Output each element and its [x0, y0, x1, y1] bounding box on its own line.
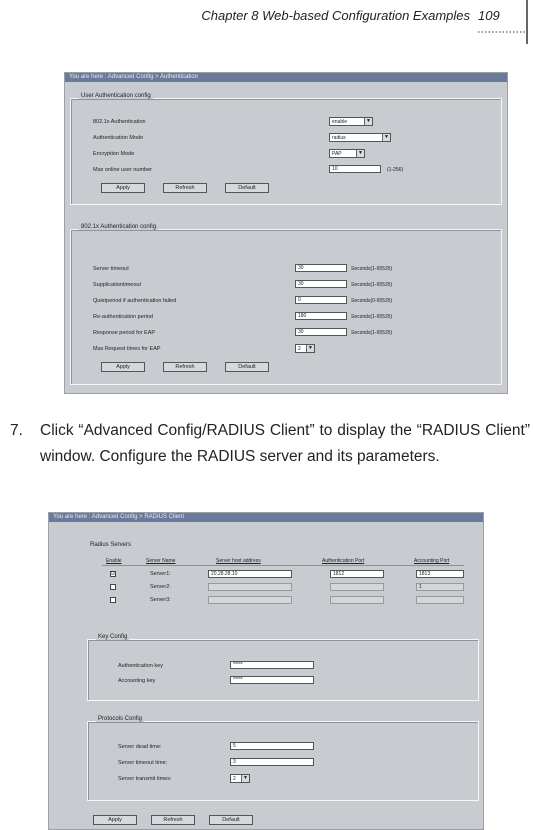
row-label: Authentication Mode: [93, 135, 144, 141]
chapter-title: Chapter 8 Web-based Configuration Examples: [201, 8, 470, 23]
acct-port-input[interactable]: 1813: [416, 570, 464, 578]
server-timeout-input[interactable]: 30: [295, 264, 347, 272]
max-request-select[interactable]: 2 ▼: [295, 344, 315, 353]
apply-button[interactable]: Apply: [93, 815, 137, 825]
step-number: 7.: [10, 422, 23, 439]
row-label: Max online user number: [93, 167, 153, 173]
default-button[interactable]: Default: [209, 815, 253, 825]
acct-key-input[interactable]: *****: [230, 676, 314, 684]
col-header-auth-port: Authentication Port: [322, 558, 365, 564]
max-online-input[interactable]: 10: [329, 165, 381, 173]
row-label: Supplicationtimeout: [93, 282, 142, 288]
enable-checkbox[interactable]: [110, 584, 116, 590]
range-hint: Seconds(1-65535): [351, 314, 393, 320]
server-name: Server2:: [150, 584, 171, 590]
breadcrumb-bar: You are here : Advanced Config > Authentication: [65, 73, 507, 82]
row-label: Quietperiod if authentication failed: [93, 298, 177, 304]
row-label: Server transmit times:: [118, 776, 172, 782]
row-label: Server dead time:: [118, 744, 162, 750]
col-header-enable: Enable: [106, 558, 122, 564]
chevron-down-icon: ▼: [306, 345, 314, 352]
auth-port-input[interactable]: [330, 596, 384, 604]
auth-port-input[interactable]: [330, 583, 384, 591]
timeout-time-input[interactable]: 3: [230, 758, 314, 766]
range-hint: (1-256): [387, 167, 404, 173]
radius-servers-group: [87, 542, 479, 627]
acct-port-input[interactable]: 1: [416, 583, 464, 591]
default-button[interactable]: Default: [225, 362, 269, 372]
row-label: Accounting key: [118, 678, 156, 684]
server-host-input[interactable]: 20.28.28.10: [208, 570, 292, 578]
chevron-down-icon: ▼: [356, 150, 364, 157]
corner-decoration: [470, 0, 530, 44]
range-hint: Seconds(0-65535): [351, 298, 393, 304]
group-title: Radius Servers: [90, 542, 132, 548]
auth-key-input[interactable]: *****: [230, 661, 314, 669]
chevron-down-icon: ▼: [382, 134, 390, 141]
group-title: User Authentication config: [81, 93, 151, 99]
col-header-host: Server host address: [216, 558, 261, 564]
row-label: Encryption Mode: [93, 151, 135, 157]
page-number: 109: [478, 8, 500, 23]
row-label: Max Request times for EAP: [93, 346, 161, 352]
row-label: 802.1x Authentication: [93, 119, 146, 125]
row-label: Authentication key: [118, 663, 163, 669]
apply-button[interactable]: Apply: [101, 362, 145, 372]
reauth-period-input[interactable]: 180: [295, 312, 347, 320]
server-name: Server3:: [150, 597, 171, 603]
range-hint: Seconds(1-65535): [351, 266, 393, 272]
acct-port-input[interactable]: [416, 596, 464, 604]
supplicant-timeout-input[interactable]: 30: [295, 280, 347, 288]
group-title: Key Config: [98, 634, 128, 640]
apply-button[interactable]: Apply: [101, 183, 145, 193]
encryption-select[interactable]: PAP ▼: [329, 149, 365, 158]
enable-checkbox[interactable]: [110, 597, 116, 603]
chevron-down-icon: ▼: [241, 775, 249, 782]
row-label: Re-authentication period: [93, 314, 153, 320]
chevron-down-icon: ▼: [364, 118, 372, 125]
col-header-server-name: Server Name: [146, 558, 176, 564]
refresh-button[interactable]: Refresh: [163, 362, 207, 372]
radius-client-screenshot: [48, 512, 484, 830]
dot1x-group: [70, 224, 502, 385]
range-hint: Seconds(1-65535): [351, 282, 393, 288]
user-auth-group: [70, 93, 502, 205]
protocols-config-group: [87, 716, 479, 801]
col-header-acct-port: Accounting Port: [414, 558, 450, 564]
server-name: Server1:: [150, 571, 171, 577]
range-hint: Seconds(1-65535): [351, 330, 393, 336]
auth-enable-select[interactable]: enable ▼: [329, 117, 373, 126]
key-config-group: [87, 634, 479, 701]
quiet-period-input[interactable]: 0: [295, 296, 347, 304]
dead-time-input[interactable]: 5: [230, 742, 314, 750]
header-divider: [102, 565, 464, 566]
breadcrumb-bar: You are here : Advanced Config > RADIUS Client: [49, 513, 483, 522]
eap-response-input[interactable]: 30: [295, 328, 347, 336]
authentication-screenshot: [64, 72, 508, 394]
row-label: Server timeout time:: [118, 760, 168, 766]
auth-port-input[interactable]: 1812: [330, 570, 384, 578]
server-host-input[interactable]: [208, 583, 292, 591]
refresh-button[interactable]: Refresh: [163, 183, 207, 193]
refresh-button[interactable]: Refresh: [151, 815, 195, 825]
row-label: Server timeout: [93, 266, 129, 272]
default-button[interactable]: Default: [225, 183, 269, 193]
server-host-input[interactable]: [208, 596, 292, 604]
row-label: Response period for EAP: [93, 330, 156, 336]
transmit-times-select[interactable]: 2 ▼: [230, 774, 250, 783]
group-title: 802.1x Authentication config: [81, 224, 157, 230]
group-title: Protocols Config: [98, 716, 143, 722]
auth-mode-select[interactable]: radius ▼: [329, 133, 391, 142]
enable-checkbox[interactable]: ☑: [111, 571, 116, 577]
step-text: Click “Advanced Config/RADIUS Client” to display the “RADIUS Client” window. Configure the RADIUS server and its parameters.: [40, 422, 530, 465]
